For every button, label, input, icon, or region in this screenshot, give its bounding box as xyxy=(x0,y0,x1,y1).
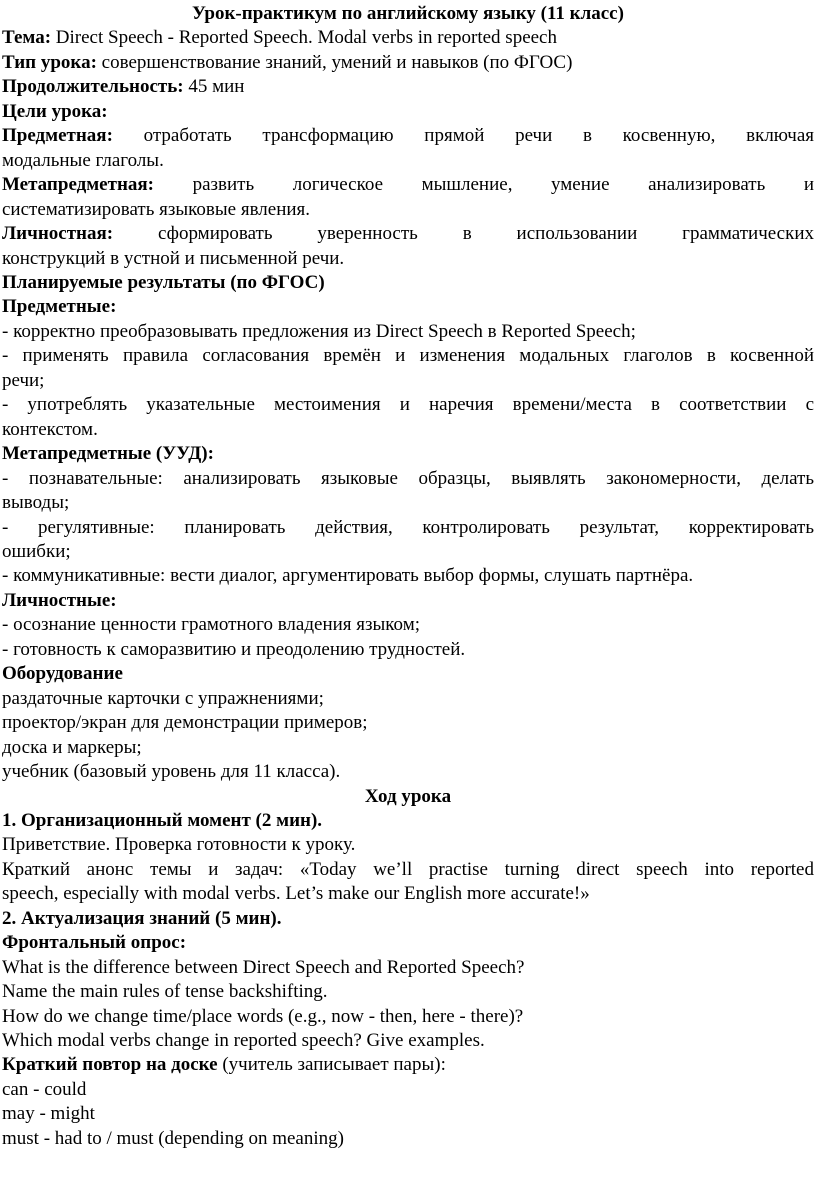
meta-result-item: - коммуникативные: вести диалог, аргументировать выбор формы, слушать партнёра. xyxy=(2,565,694,587)
subject-result-item: - корректно преобразовывать предложения из Direct Speech в Reported Speech; xyxy=(2,320,636,342)
survey-heading: Фронтальный опрос: xyxy=(2,932,187,954)
goal-meta-line1: Метапредметная: развить логическое мышление, умение анализировать и xyxy=(2,174,815,196)
goal-subject-line1: Предметная: отработать трансформацию прямой речи в косвенную, включая xyxy=(2,125,814,147)
stage1-text: Приветствие. Проверка готовности к уроку. xyxy=(2,834,356,856)
lesson-type-line xyxy=(2,51,814,75)
board-note: (учитель записывает пары): xyxy=(217,1054,446,1076)
goal-personal-line1: Личностная: сформировать уверенность в использовании грамматических xyxy=(2,223,815,245)
board-label: Краткий повтор на доске xyxy=(2,1054,218,1076)
subject-results-heading: Предметные: xyxy=(2,296,117,318)
stage1-text: Краткий анонс темы и задач: «Today we’ll practise turning direct speech into reported xyxy=(2,858,814,880)
equipment-heading: Оборудование xyxy=(2,663,123,685)
subject-result-item: - применять правила согласования времён и изменения модальных глаголов в косвенной xyxy=(2,345,814,367)
modal-pair: must - had to / must (depending on meaning) xyxy=(2,1127,344,1149)
duration-label: Продолжительность: xyxy=(2,76,184,98)
board-line xyxy=(2,1053,814,1077)
survey-question: What is the difference between Direct Speech and Reported Speech? xyxy=(2,956,525,978)
meta-result-item: - познавательные: анализировать языковые образцы, выявлять закономерности, делать xyxy=(2,467,814,489)
equipment-item: учебник (базовый уровень для 11 класса). xyxy=(2,761,341,783)
lesson-type-value: совершенствование знаний, умений и навыков (по ФГОС) xyxy=(101,51,573,73)
personal-results-heading: Личностные: xyxy=(2,589,117,611)
stage1-text: speech, especially with modal verbs. Let’s make our English more accurate!» xyxy=(2,883,590,905)
equipment-item: проектор/экран для демонстрации примеров; xyxy=(2,712,368,734)
lesson-heading: Ход урока xyxy=(364,785,452,807)
meta-result-item-cont: выводы; xyxy=(2,492,70,514)
goal-subject-line2: модальные глаголы. xyxy=(2,149,164,171)
meta-results-heading: Метапредметные (УУД): xyxy=(2,443,214,465)
meta-result-item: - регулятивные: планировать действия, контролировать результат, корректировать xyxy=(2,516,814,538)
survey-question: Name the main rules of tense backshifting. xyxy=(2,981,328,1003)
personal-result-item: - осознание ценности грамотного владения языком; xyxy=(2,614,420,636)
modal-pair: may - might xyxy=(2,1103,95,1125)
subject-result-item-cont: контекстом. xyxy=(2,418,98,440)
goal-meta-line2: систематизировать языковые явления. xyxy=(2,198,311,220)
duration-line xyxy=(2,75,814,99)
stage1-heading: 1. Организационный момент (2 мин). xyxy=(2,809,323,831)
duration-value: 45 мин xyxy=(188,76,245,98)
personal-result-item: - готовность к саморазвитию и преодолению трудностей. xyxy=(2,638,466,660)
survey-question: How do we change time/place words (e.g., now - then, here - there)? xyxy=(2,1005,524,1027)
goal-personal-line2: конструкций в устной и письменной речи. xyxy=(2,247,345,269)
subject-result-item: - употреблять указательные местоимения и наречия времени/места в соответствии с xyxy=(2,394,814,416)
topic-value: Direct Speech - Reported Speech. Modal verbs in reported speech xyxy=(55,27,557,49)
equipment-item: раздаточные карточки с упражнениями; xyxy=(2,687,324,709)
modal-pair: can - could xyxy=(2,1078,87,1100)
lesson-type-label: Тип урока: xyxy=(2,51,97,73)
goal-subject-label: Предметная: xyxy=(2,125,113,147)
topic-line xyxy=(2,26,814,50)
subject-result-item-cont: речи; xyxy=(2,369,45,391)
goal-meta-label: Метапредметная: xyxy=(2,174,154,196)
stage2-heading: 2. Актуализация знаний (5 мин). xyxy=(2,907,282,929)
equipment-item: доска и маркеры; xyxy=(2,736,142,758)
results-heading: Планируемые результаты (по ФГОС) xyxy=(2,271,325,293)
topic-label: Тема: xyxy=(2,27,52,49)
document-title: Урок-практикум по английскому языку (11 класс) xyxy=(192,3,624,24)
goals-heading: Цели урока: xyxy=(2,100,108,122)
meta-result-item-cont: ошибки; xyxy=(2,540,71,562)
goal-personal-label: Личностная: xyxy=(2,223,114,245)
survey-question: Which modal verbs change in reported speech? Give examples. xyxy=(2,1030,485,1052)
